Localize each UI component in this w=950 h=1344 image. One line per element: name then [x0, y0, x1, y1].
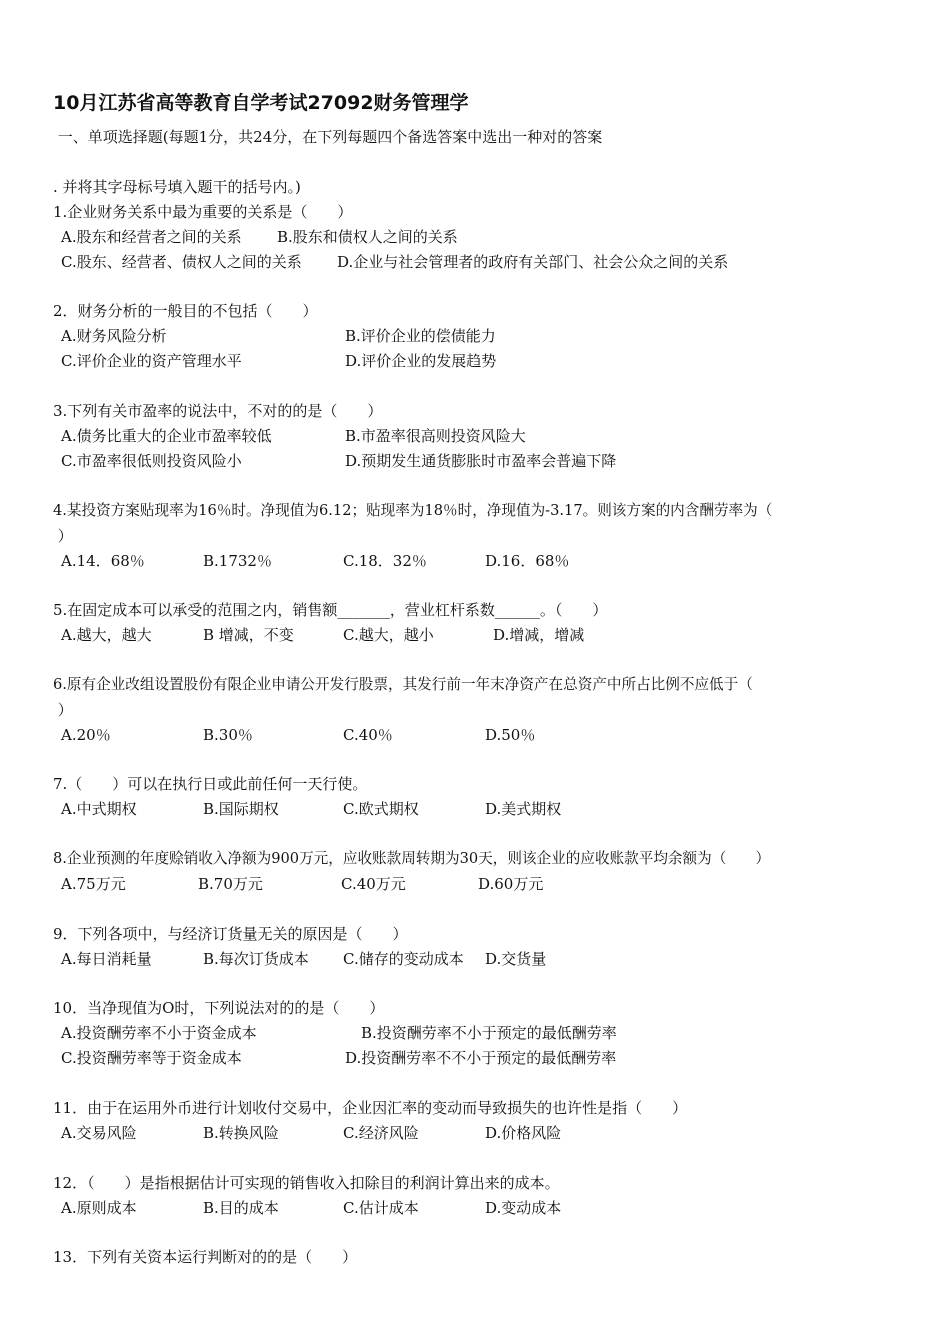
question-10-stem: 10．当净现值为O时，下列说法对的的是（ ）: [53, 999, 385, 1017]
question-8-option-d: D.60万元: [478, 875, 544, 893]
question-9-option-a: A.每日消耗量: [61, 950, 152, 968]
question-9-option-c: C.储存的变动成本: [343, 950, 464, 968]
question-4-option-a: A.14．68％: [61, 552, 145, 570]
question-9-option-d: D.交货量: [485, 950, 547, 968]
question-1-option-c: C.股东、经营者、债权人之间的关系: [61, 253, 302, 271]
question-7-option-d: D.美式期权: [485, 800, 562, 818]
question-6-stem: 6.原有企业改组设置股份有限企业申请公开发行股票，其发行前一年末净资产在总资产中所占比例不应低于（: [53, 676, 753, 693]
question-11-option-d: D.价格风险: [485, 1124, 562, 1142]
question-2-option-c: C.评价企业的资产管理水平: [61, 352, 242, 370]
document-title: 10月江苏省高等教育自学考试27092财务管理学: [53, 92, 469, 114]
question-3-option-a: A.债务比重大的企业市盈率较低: [61, 427, 272, 445]
question-1-option-a: A.股东和经营者之间的关系: [61, 228, 242, 246]
question-6-option-d: D.50％: [485, 726, 536, 744]
question-11-option-a: A.交易风险: [61, 1124, 137, 1142]
question-8-option-c: C.40万元: [341, 875, 406, 893]
question-10-option-b: B.投资酬劳率不小于预定的最低酬劳率: [361, 1024, 617, 1042]
question-3-stem: 3.下列有关市盈率的说法中，不对的的是（ ）: [53, 402, 383, 420]
question-4-option-b: B.1732％: [203, 552, 272, 570]
question-4-stem-continued: ）: [53, 527, 73, 545]
question-1-option-d: D.企业与社会管理者的政府有关部门、社会公众之间的关系: [337, 253, 729, 271]
question-13-stem: 13．下列有关资本运行判断对的的是（ ）: [53, 1248, 358, 1266]
question-11-option-b: B.转换风险: [203, 1124, 279, 1142]
question-12-option-a: A.原则成本: [61, 1199, 137, 1217]
question-2-stem: 2．财务分析的一般目的不包括（ ）: [53, 302, 318, 320]
question-8-stem: 8.企业预测的年度赊销收入净额为900万元，应收账款周转期为30天，则该企业的应收账款平均余额为（ ）: [53, 850, 771, 867]
question-8-option-b: B.70万元: [198, 875, 263, 893]
question-9-option-b: B.每次订货成本: [203, 950, 309, 968]
question-2-option-a: A.财务风险分析: [61, 327, 167, 345]
question-6-option-b: B.30％: [203, 726, 253, 744]
question-1-stem: 1.企业财务关系中最为重要的关系是（ ）: [53, 203, 353, 221]
question-11-stem: 11．由于在运用外币进行计划收付交易中，企业因汇率的变动而导致损失的也许性是指（ ）: [53, 1099, 688, 1117]
question-6-option-c: C.40％: [343, 726, 393, 744]
question-12-option-b: B.目的成本: [203, 1199, 279, 1217]
question-8-option-a: A.75万元: [61, 875, 126, 893]
question-7-option-a: A.中式期权: [61, 800, 137, 818]
question-1-option-b: B.股东和债权人之间的关系: [277, 228, 458, 246]
question-10-option-a: A.投资酬劳率不小于资金成本: [61, 1024, 257, 1042]
question-5-option-c: C.越大，越小: [343, 626, 434, 644]
question-6-stem-continued: ）: [53, 701, 73, 719]
question-10-option-c: C.投资酬劳率等于资金成本: [61, 1049, 242, 1067]
question-12-stem: 12．（ ）是指根据估计可实现的销售收入扣除目的利润计算出来的成本。: [53, 1174, 560, 1192]
question-11-option-c: C.经济风险: [343, 1124, 419, 1142]
question-3-option-d: D.预期发生通货膨胀时市盈率会普遍下降: [345, 452, 617, 470]
question-5-option-b: B 增减，不变: [203, 626, 294, 644]
question-7-option-b: B.国际期权: [203, 800, 279, 818]
question-2-option-d: D.评价企业的发展趋势: [345, 352, 497, 370]
section-instruction-line-2: . 并将其字母标号填入题干的括号内。): [53, 178, 301, 196]
question-6-option-a: A.20％: [61, 726, 111, 744]
question-4-option-d: D.16．68％: [485, 552, 570, 570]
question-5-option-a: A.越大，越大: [61, 626, 152, 644]
question-7-option-c: C.欧式期权: [343, 800, 419, 818]
question-4-option-c: C.18．32％: [343, 552, 427, 570]
question-5-option-d: D.增减，增减: [493, 626, 585, 644]
question-12-option-d: D.变动成本: [485, 1199, 562, 1217]
question-7-stem: 7.（ ）可以在执行日或此前任何一天行使。: [53, 775, 368, 793]
question-12-option-c: C.估计成本: [343, 1199, 419, 1217]
question-4-stem: 4.某投资方案贴现率为16％时。净现值为6.12；贴现率为18％时，净现值为-3.17。则该方案的内含酬劳率为（: [53, 502, 773, 519]
question-9-stem: 9．下列各项中，与经济订货量无关的原因是（ ）: [53, 925, 408, 943]
question-2-option-b: B.评价企业的偿债能力: [345, 327, 496, 345]
section-instruction-line-1: 一、单项选择题(每题1分，共24分，在下列每题四个备选答案中选出一种对的答案: [53, 128, 603, 146]
question-5-stem: 5.在固定成本可以承受的范围之内，销售额_______，营业杠杆系数______。（ ）: [53, 601, 608, 619]
question-10-option-d: D.投资酬劳率不不小于预定的最低酬劳率: [345, 1049, 617, 1067]
question-3-option-c: C.市盈率很低则投资风险小: [61, 452, 242, 470]
question-3-option-b: B.市盈率很高则投资风险大: [345, 427, 526, 445]
